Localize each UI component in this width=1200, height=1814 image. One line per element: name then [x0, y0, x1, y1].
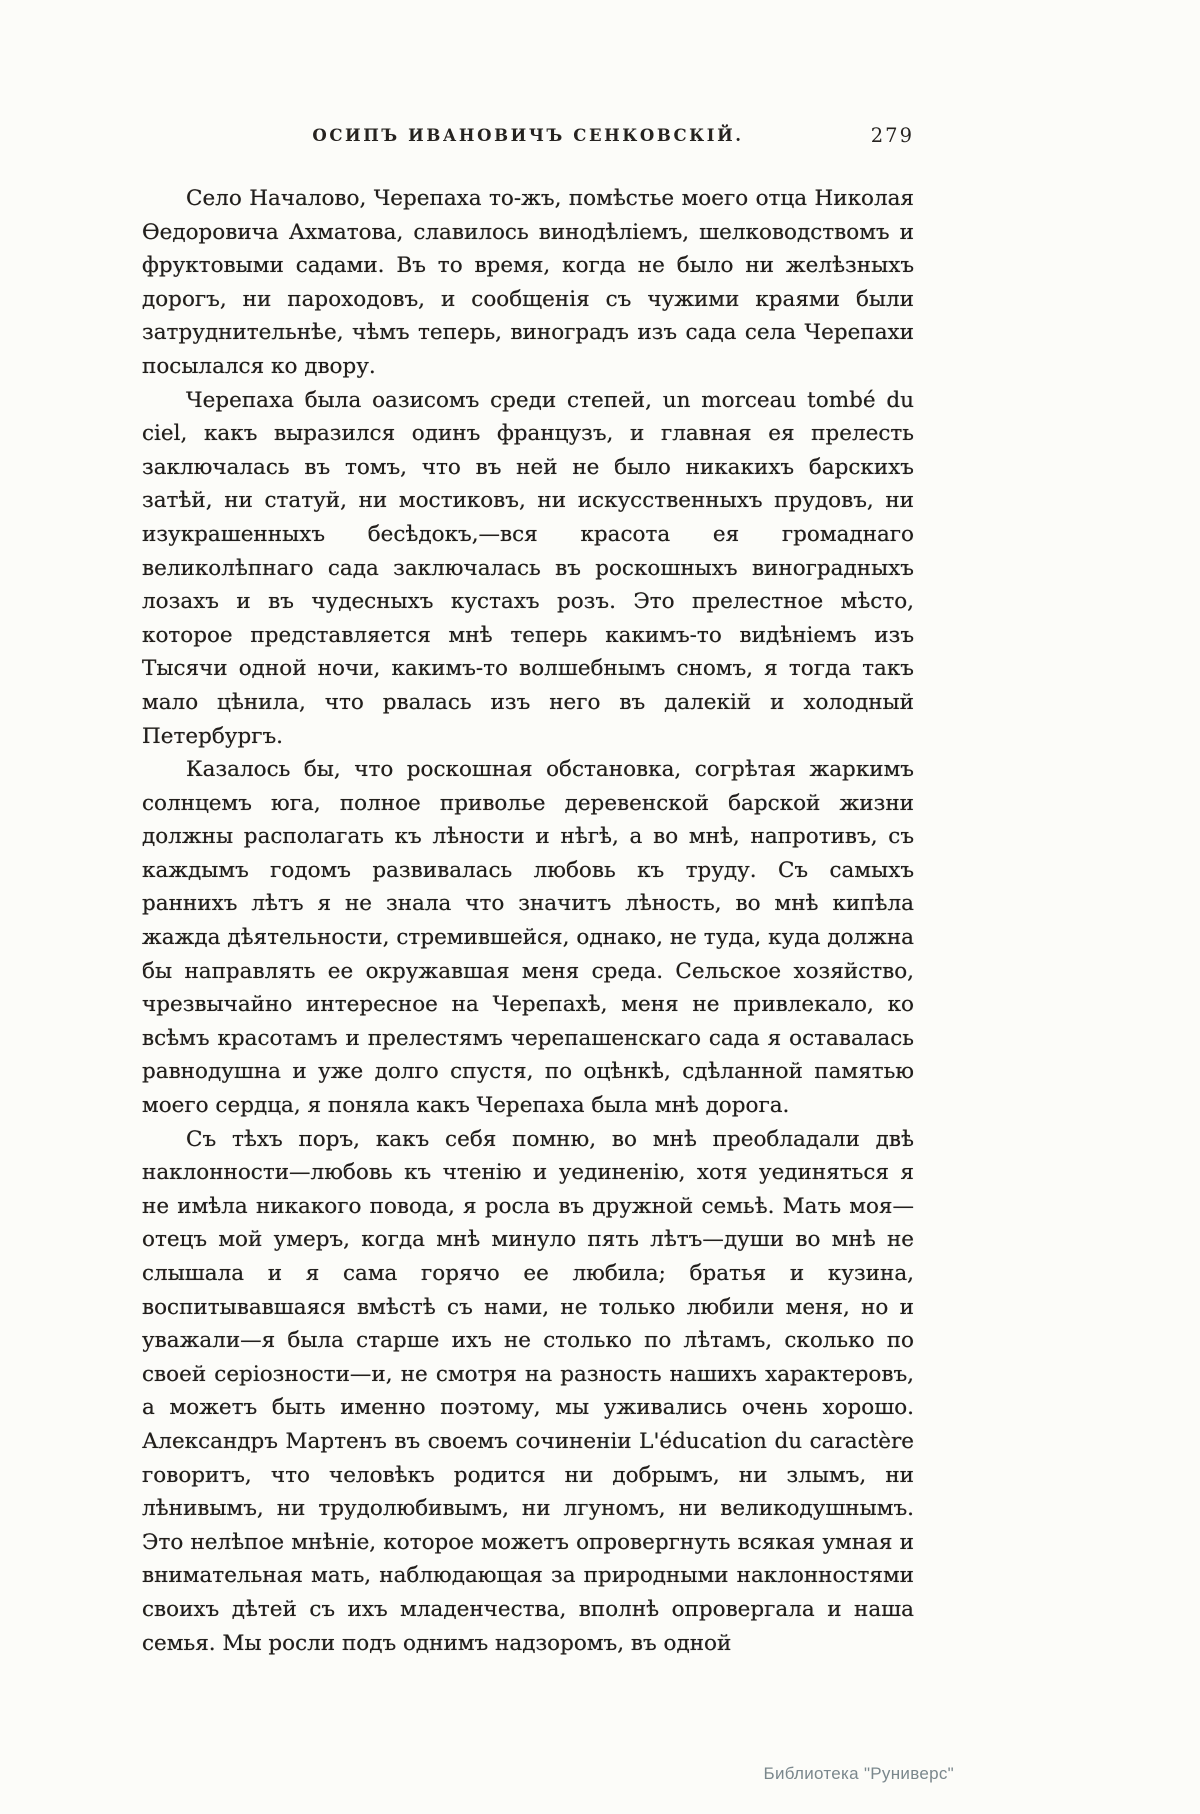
- paragraph: Казалось бы, что роскошная обстановка, согрѣтая жаркимъ солнцемъ юга, полное приволье деревенской барской жизни должны располагать къ лѣности и нѣгѣ, а во мнѣ, напротивъ, съ каждымъ годомъ развивалась любовь къ труду. Съ самыхъ раннихъ лѣтъ я не знала что значитъ лѣность, во мнѣ кипѣла жажда дѣятельности, стремившейся, однако, не туда, куда должна бы направлять ее окружавшая меня среда. Сельское хозяйство, чрезвычайно интересное на Черепахѣ, меня не привлекало, ко всѣмъ красотамъ и прелестямъ черепашенскаго сада я оставалась равнодушна и уже долго спустя, по оцѣнкѣ, сдѣланной памятью моего сердца, я поняла какъ Черепаха была мнѣ дорога.: [142, 757, 914, 1119]
- page-number: 279: [870, 124, 914, 147]
- running-header-title: ОСИПЪ ИВАНОВИЧЪ СЕНКОВСКІЙ.: [312, 126, 744, 145]
- library-watermark: Библиотека "Руниверс": [763, 1764, 954, 1783]
- page-content: [142, 126, 914, 1660]
- running-header: [142, 126, 914, 156]
- paragraph: Черепаха была оазисомъ среди степей, un morceau tombé du ciel, какъ выразился одинъ французъ, и главная ея прелесть заключалась въ томъ, что въ ней не было никакихъ барскихъ затѣй, ни статуй, ни мостиковъ, ни искусственныхъ прудовъ, ни изукрашенныхъ бесѣдокъ,—вся красота ея громаднаго великолѣпнаго сада заключалась въ роскошныхъ виноградныхъ лозахъ и въ чудесныхъ кустахъ розъ. Это прелестное мѣсто, которое представляется мнѣ теперь какимъ-то видѣніемъ изъ Тысячи одной ночи, какимъ-то волшебнымъ сномъ, я тогда такъ мало цѣнила, что рвалась изъ него въ далекій и холодный Петербургъ.: [142, 387, 914, 749]
- page-body: [142, 182, 914, 1660]
- paragraph: Село Началово, Черепаха то-жъ, помѣстье моего отца Николая Ѳедоровича Ахматова, славилось винодѣліемъ, шелководствомъ и фруктовыми садами. Въ то время, когда не было ни желѣзныхъ дорогъ, ни пароходовъ, и сообщенія съ чужими краями были затруднительнѣе, чѣмъ теперь, виноградъ изъ сада села Черепахи посылался ко двору.: [142, 186, 914, 379]
- paragraph: Съ тѣхъ поръ, какъ себя помню, во мнѣ преобладали двѣ наклонности—любовь къ чтенію и уединенію, хотя уединяться я не имѣла никакого повода, я росла въ дружной семьѣ. Мать моя—отецъ мой умеръ, когда мнѣ минуло пять лѣтъ—души во мнѣ не слышала и я сама горячо ее любила; братья и кузина, воспитывавшаяся вмѣстѣ съ нами, не только любили меня, но и уважали—я была старше ихъ не столько по лѣтамъ, сколько по своей серіозности—и, не смотря на разность нашихъ характеровъ, а можетъ быть именно поэтому, мы уживались очень хорошо. Александръ Мартенъ въ своемъ сочиненіи L'éducation du caractère говоритъ, что человѣкъ родится ни добрымъ, ни злымъ, ни лѣнивымъ, ни трудолюбивымъ, ни лгуномъ, ни великодушнымъ. Это нелѣпое мнѣніе, которое можетъ опровергнуть всякая умная и внимательная мать, наблюдающая за природными наклонностями своихъ дѣтей съ ихъ младенчества, вполнѣ опровергала и наша семья. Мы росли подъ однимъ надзоромъ, въ одной: [142, 1126, 914, 1656]
